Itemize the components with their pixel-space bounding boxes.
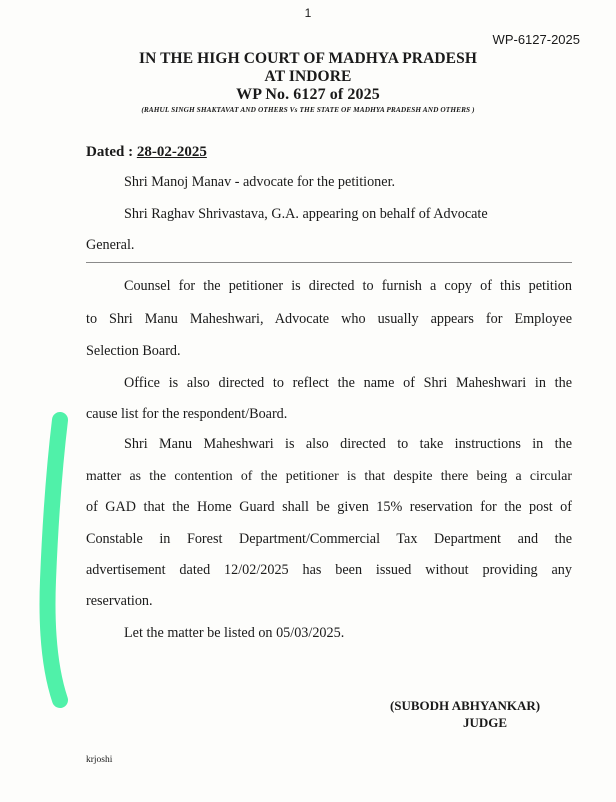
highlighter-mark — [30, 410, 90, 710]
order-line: matter as the contention of the petitioner is that despite there being a circular — [86, 468, 572, 483]
order-line: Counsel for the petitioner is directed to furnish a copy of this petition — [124, 278, 572, 294]
judge-title: JUDGE — [462, 715, 508, 730]
order-line: Let the matter be listed on 05/03/2025. — [124, 625, 345, 641]
dated-value: 28-02-2025 — [136, 144, 207, 160]
document-reference: WP-6127-2025 — [492, 32, 580, 47]
order-line: reservation. — [86, 593, 153, 609]
case-parties: (RAHUL SINGH SHAKTAVAT AND OTHERS Vs THE STATE OF MADHYA PRADESH AND OTHERS ) — [141, 105, 475, 114]
order-line: Constable in Forest Department/Commercial Tax Department and the — [86, 531, 572, 547]
order-line: Shri Manu Maheshwari is also directed to take instructions in the — [124, 436, 572, 452]
court-name: IN THE HIGH COURT OF MADHYA PRADESH — [139, 50, 477, 67]
order-line: Office is also directed to reflect the name of Shri Maheshwari in the — [124, 375, 572, 391]
dated-line — [86, 144, 207, 161]
dated-label: Dated : — [86, 144, 137, 160]
appearance-petitioner: Shri Manoj Manav - advocate for the petitioner. — [124, 174, 396, 190]
appearance-respondent-cont: General. — [86, 237, 135, 253]
case-number: WP No. 6127 of 2025 — [236, 86, 380, 103]
page-number: 1 — [304, 6, 312, 20]
order-line: cause list for the respondent/Board. — [86, 406, 288, 422]
order-line: to Shri Manu Maheshwari, Advocate who usually appears for Employee — [86, 311, 572, 327]
typist-initials: krjoshi — [86, 755, 113, 765]
judge-name: (SUBODH ABHYANKAR) — [389, 698, 541, 713]
divider-rule — [86, 262, 572, 263]
appearance-respondent: Shri Raghav Shrivastava, G.A. appearing on behalf of Advocate — [124, 206, 488, 222]
order-line: of GAD that the Home Guard shall be given 15% reservation for the post of — [86, 499, 572, 515]
order-line: Selection Board. — [86, 343, 181, 359]
bench-location: AT INDORE — [264, 68, 352, 85]
order-line: advertisement dated 12/02/2025 has been issued without providing any — [86, 562, 572, 578]
